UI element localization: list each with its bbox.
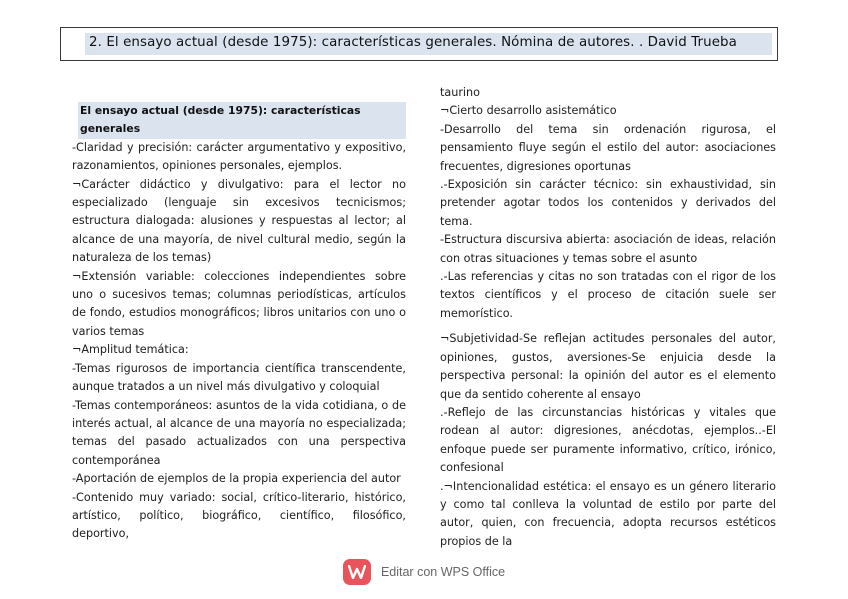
paragraph: -Desarrollo del tema sin ordenación rigurosa, el pensamiento fluye según el estilo del autor: asociaciones frecuentes, digresiones oportunas	[440, 122, 776, 173]
page-title: 2. El ensayo actual (desde 1975): características generales. Nómina de autores. . David Trueba	[89, 35, 737, 50]
paragraph: ¬Carácter didáctico y divulgativo: para el lector no especializado (lenguaje sin excesivos tecnicismos; estructura dialogada: alusiones y respuestas al lector; al alcance de una mayoría, de nivel cultural medio, según la naturaleza de los temas)	[72, 177, 406, 265]
paragraph: .-Las referencias y citas no son tratadas con el rigor de los textos científicos y el proceso de citación suele ser memorístico.	[440, 270, 776, 320]
paragraph: .-Reflejo de las circunstancias históricas y vitales que rodean al autor: digresiones, anécdotas, ejemplos..-El enfoque puede ser puramente informativo, crítico, irónico, confesional	[440, 405, 776, 475]
paragraph: -Temas contemporáneos: asuntos de la vida cotidiana, o de interés actual, al alcance de una mayoría no especializada; temas del pasado actualizados con una perspectiva contemporánea	[72, 398, 406, 467]
paragraph: taurino	[440, 86, 480, 99]
paragraph: -Temas rigurosos de importancia científica transcendente, aunque tratados a un nivel más divulgativo y coloquial	[72, 361, 406, 394]
wps-logo-icon	[343, 559, 371, 585]
paragraph: ¬Extensión variable: colecciones independientes sobre uno o sucesivos temas; columnas periodísticas, artículos de fondo, estudios monográficos; libros unitarios con uno o varios temas	[72, 269, 406, 338]
paragraph: ¬Amplitud temática:	[72, 343, 189, 357]
paragraph: -Estructura discursiva abierta: asociación de ideas, relación con otras situaciones y temas sobre el asunto	[440, 233, 776, 265]
left-column	[72, 102, 406, 544]
paragraph: -Aportación de ejemplos de la propia experiencia del autor	[72, 472, 401, 486]
right-column	[440, 84, 776, 551]
paragraph: -Contenido muy variado: social, crítico-literario, histórico, artístico, político, biográfico, científico, filosófico, deportivo,	[72, 490, 406, 541]
section-subheading: El ensayo actual (desde 1975): características generales	[78, 102, 406, 139]
paragraph: ¬Subjetividad-Se reflejan actitudes personales del autor, opiniones, gustos, aversiones-Se enjuicia desde la perspectiva personal: la opinión del autor es el elemento que da sentido coherente al ensayo	[440, 332, 776, 401]
paragraph: .-Exposición sin carácter técnico: sin exhaustividad, sin pretender agotar todos los contenidos y derivados del tema.	[440, 178, 776, 228]
paragraph: ¬Cierto desarrollo asistemático	[440, 104, 617, 118]
paragraph: -Claridad y precisión: carácter argumentativo y expositivo, razonamientos, opiniones personales, ejemplos.	[72, 140, 406, 173]
wps-edit-label[interactable]: Editar con WPS Office	[380, 565, 506, 579]
paragraph: .¬Intencionalidad estética: el ensayo es un género literario y como tal conlleva la voluntad de estilo por parte del autor, quien, con frecuencia, adopta recursos estéticos propios de la	[440, 479, 776, 548]
title-box	[60, 27, 778, 61]
wps-w-glyph-icon	[348, 565, 366, 579]
wps-edit-banner[interactable]	[0, 557, 848, 587]
